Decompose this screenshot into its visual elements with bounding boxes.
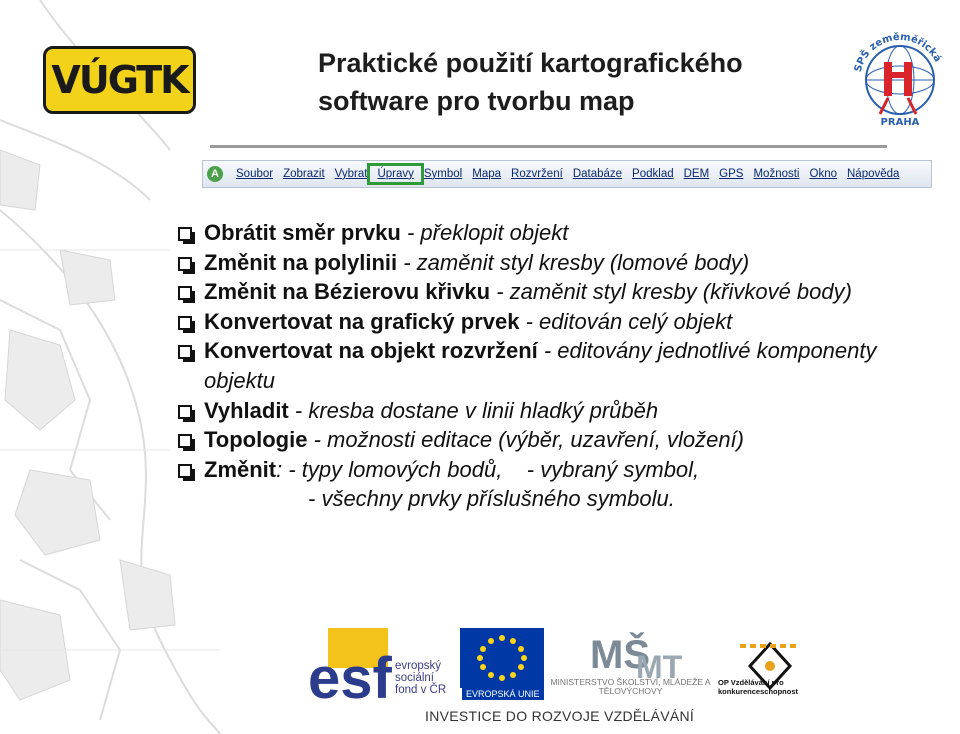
menu-zobrazit[interactable]: Zobrazit <box>283 168 325 180</box>
list-item <box>174 336 934 395</box>
list-item <box>174 396 934 426</box>
list-item <box>174 248 934 278</box>
list-item <box>174 455 934 485</box>
bullet-term: Konvertovat na grafický prvek <box>204 308 520 334</box>
bullet-term: Změnit na polylinii <box>204 249 398 275</box>
vugtk-logo-text: VÚGTK <box>51 58 188 102</box>
checkbox-bullet-icon <box>178 257 192 271</box>
bullet-term: Obrátit směr prvku <box>204 220 401 245</box>
menu-okno[interactable]: Okno <box>809 168 837 180</box>
checkbox-bullet-icon <box>178 227 192 241</box>
menu-bar <box>202 160 932 188</box>
title-line-2: software pro tvorbu map <box>318 86 635 116</box>
checkbox-bullet-icon <box>178 316 192 330</box>
menu-gps[interactable]: GPS <box>719 168 744 180</box>
svg-text:MŠ: MŠ <box>590 633 650 677</box>
bullet-continuation: - všechny prvky příslušného symbolu. <box>308 486 675 512</box>
bullet-desc: - možnosti editace (výběr, uzavření, vložení) <box>307 427 744 453</box>
investice-caption: INVESTICE DO ROZVOJE VZDĚLÁVÁNÍ <box>425 708 695 724</box>
bullet-desc: : - typy lomových bodů, - vybraný symbol, <box>276 456 700 482</box>
bullet-term: Topologie <box>204 427 308 453</box>
menu-soubor[interactable]: Soubor <box>236 168 274 180</box>
bullet-term: Konvertovat na objekt rozvržení <box>204 338 538 364</box>
eu-caption: EVROPSKÁ UNIE <box>462 688 544 700</box>
bullet-term: Vyhladit <box>204 397 289 423</box>
menu-dem[interactable]: DEM <box>683 168 710 180</box>
sps-zememericka-logo <box>846 28 954 128</box>
eu-flag-icon <box>460 628 544 688</box>
menu-databaze[interactable]: Databáze <box>572 168 623 180</box>
list-item <box>174 277 934 307</box>
menu-vybrat[interactable]: Vybrat <box>334 168 368 180</box>
bullet-desc: - kresba dostane v linii hladký průběh <box>288 397 659 423</box>
menu-upravy[interactable]: Úpravy <box>372 168 418 180</box>
op-caption: OP Vzdělávání pro konkurenceschopnost <box>718 678 799 696</box>
menu-symbol[interactable]: Symbol <box>423 168 463 180</box>
bullet-term: Změnit <box>204 456 277 482</box>
list-item <box>174 307 934 337</box>
menu-podklad[interactable]: Podklad <box>632 168 674 180</box>
bullet-desc: - zaměnit styl kresby (křivkové body) <box>490 279 852 305</box>
menu-napoveda[interactable]: Nápověda <box>847 168 900 180</box>
checkbox-bullet-icon <box>178 286 192 300</box>
menu-moznosti[interactable]: Možnosti <box>753 168 800 180</box>
bullet-list <box>174 218 934 514</box>
bullet-desc: - překlopit objekt <box>400 220 569 245</box>
checkbox-bullet-icon <box>178 345 192 359</box>
checkbox-bullet-icon <box>178 434 192 448</box>
list-item <box>174 425 934 455</box>
vugtk-logo <box>43 46 196 114</box>
esf-logo <box>308 628 393 711</box>
esf-caption: evropský sociální fond v ČR <box>395 660 447 696</box>
bullet-desc: - editovány jednotlivé komponenty objektu <box>204 338 877 393</box>
page-title <box>318 44 838 120</box>
checkbox-bullet-icon <box>178 464 192 478</box>
bullet-desc: - editován celý objekt <box>519 308 733 334</box>
bullet-term: Změnit na Bézierovu křivku <box>204 279 491 305</box>
title-line-1: Praktické použití kartografického <box>318 48 743 78</box>
esf-mark-text: esf <box>308 646 392 711</box>
msmt-caption: MINISTERSTVO ŠKOLSTVÍ, MLÁDEŽE A TĚLOVÝCHOVY <box>550 677 711 696</box>
menu-rozvrzeni[interactable]: Rozvržení <box>511 168 563 180</box>
logo-city-text: PRAHA <box>880 117 920 128</box>
svg-text:MT: MT <box>636 649 683 685</box>
menu-mapa[interactable]: Mapa <box>472 168 502 180</box>
title-divider <box>210 145 887 148</box>
bullet-desc: - zaměnit styl kresby (lomové body) <box>397 249 750 275</box>
app-icon: A <box>207 166 223 182</box>
list-item <box>174 218 934 248</box>
logo-arc-text: SPŠ zeměměřická <box>852 31 944 74</box>
checkbox-bullet-icon <box>178 405 192 419</box>
